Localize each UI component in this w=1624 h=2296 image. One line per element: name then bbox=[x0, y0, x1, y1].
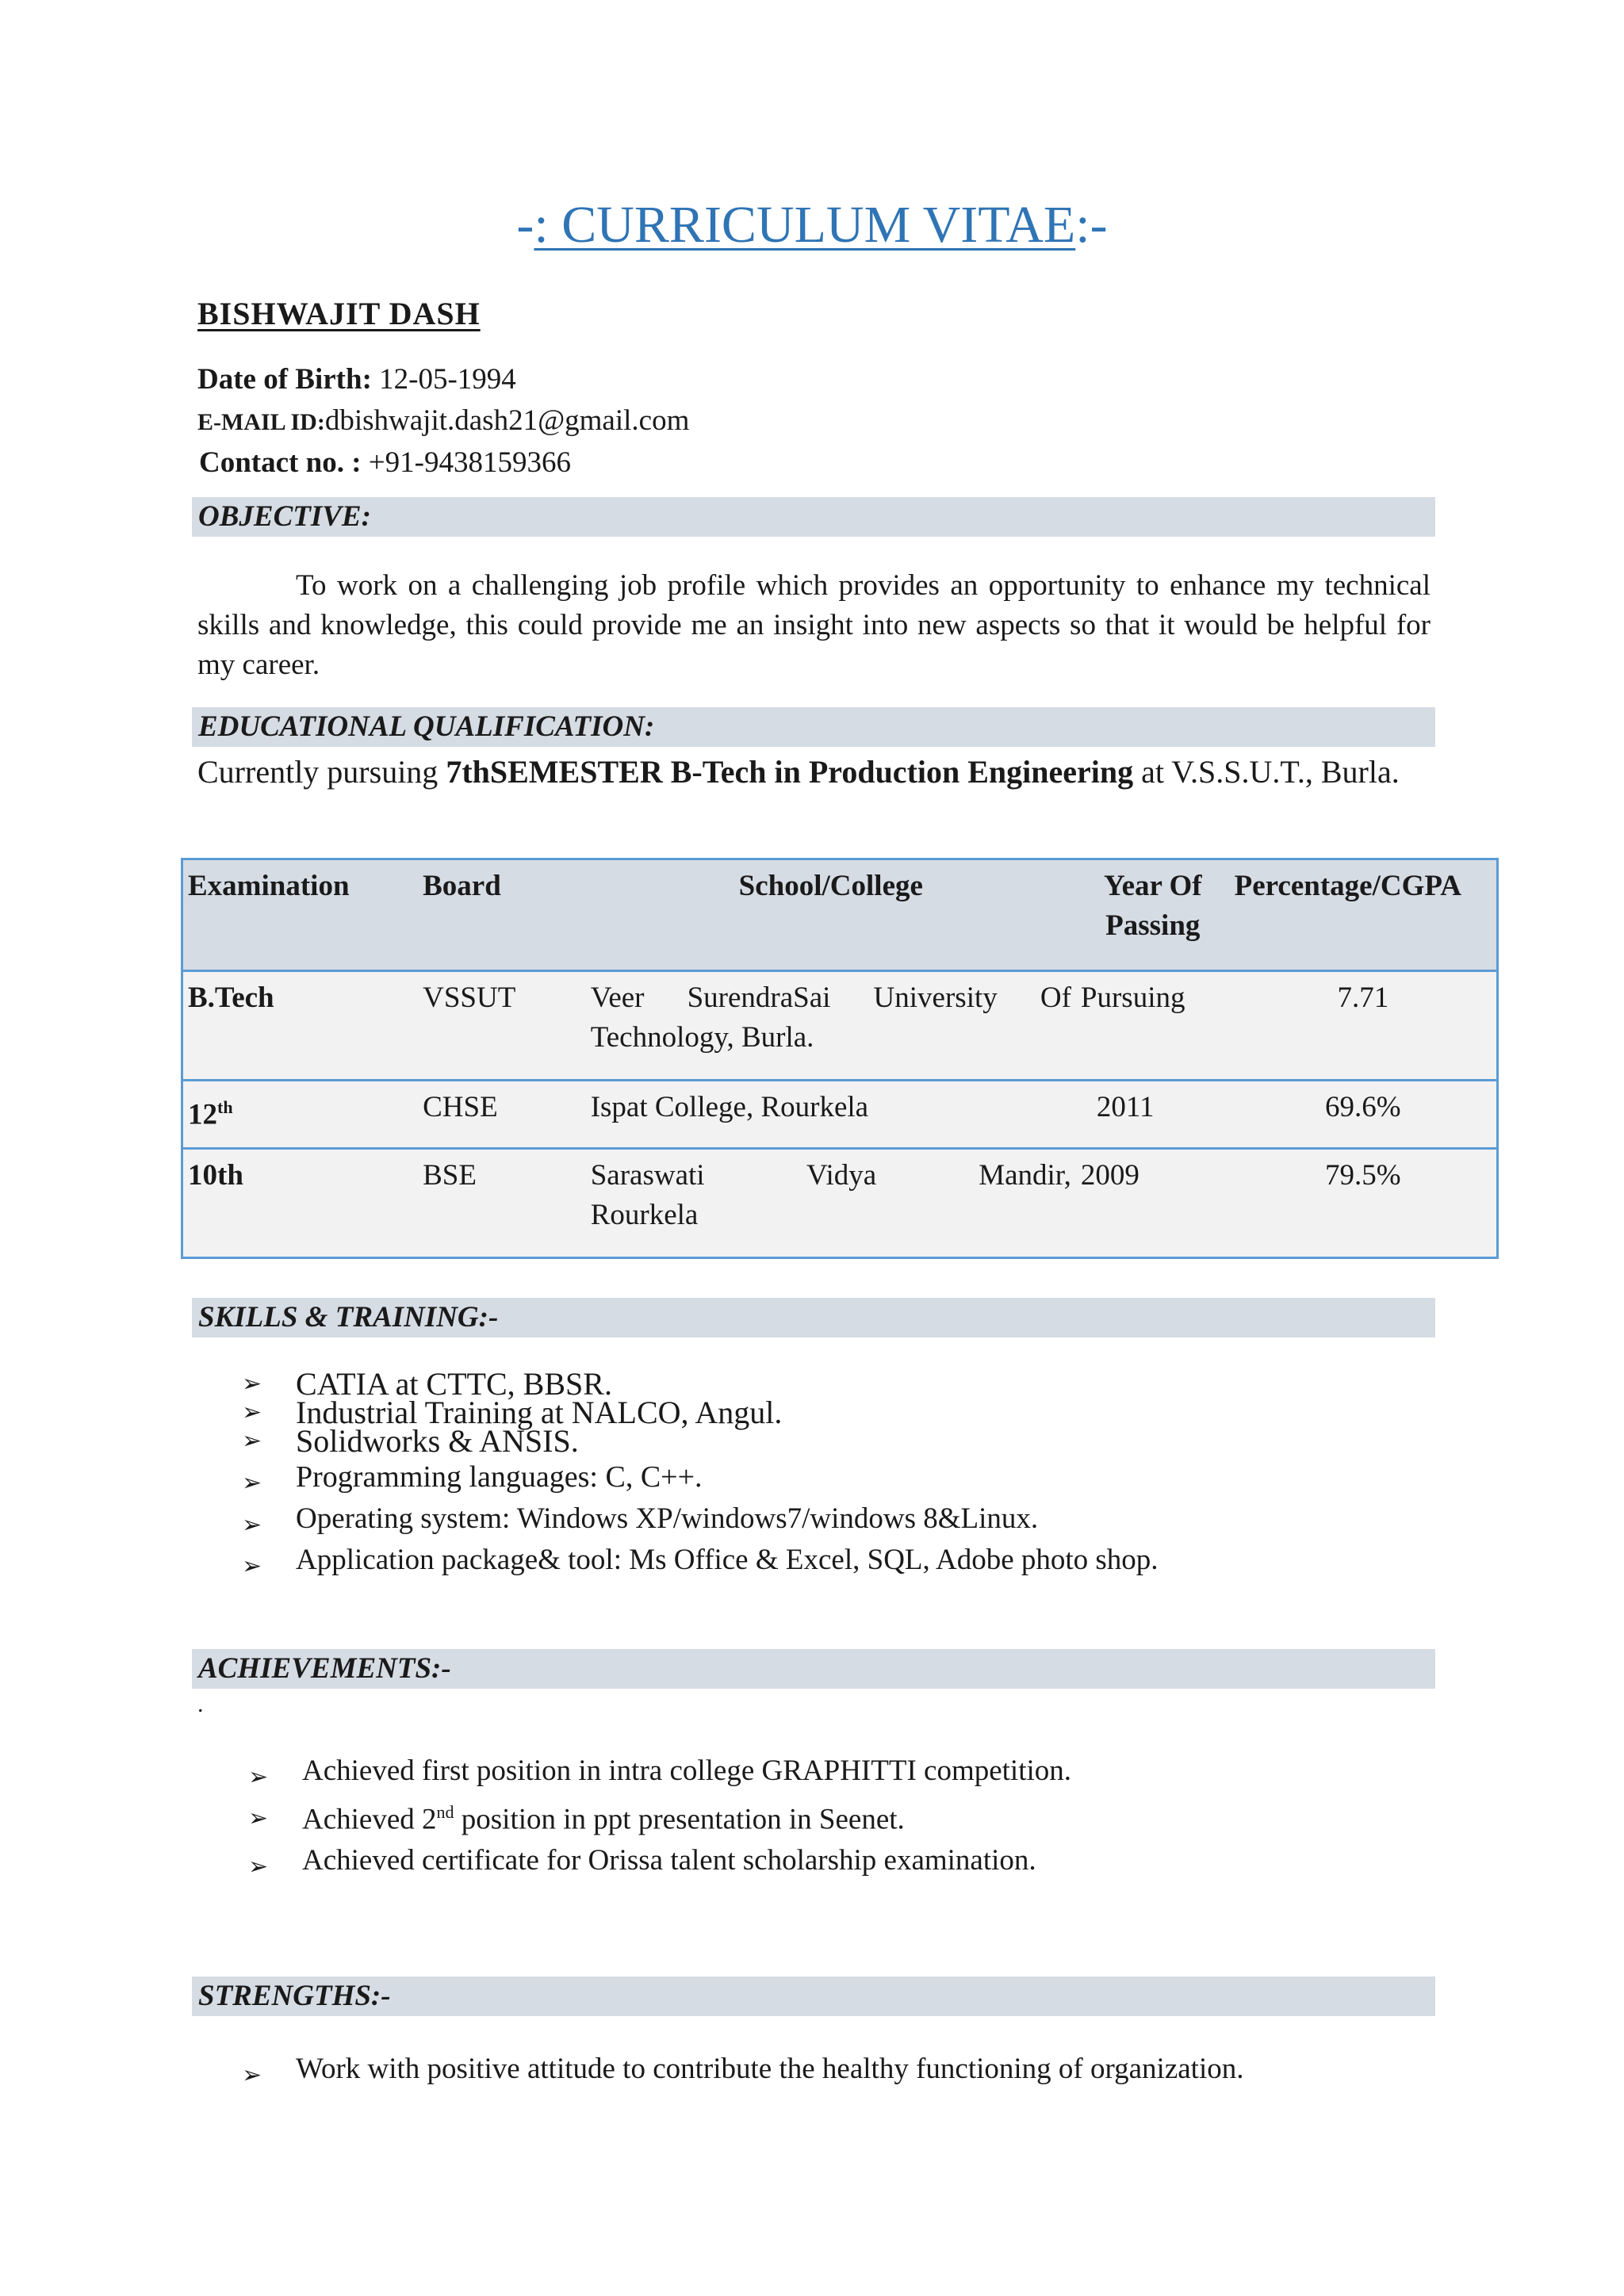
arrow-bullet-icon: ➢ bbox=[248, 1764, 269, 1790]
strengths-heading: STRENGTHS:- bbox=[198, 1980, 391, 2012]
table-row bbox=[182, 971, 1498, 1081]
email-line bbox=[197, 402, 689, 442]
cell-exam: 10th bbox=[182, 1149, 419, 1258]
achievements-heading-band bbox=[192, 1649, 1435, 1689]
education-summary bbox=[197, 750, 1419, 794]
cell-percentage: 79.5% bbox=[1230, 1149, 1498, 1258]
education-summary-pre: Currently pursuing bbox=[197, 754, 446, 790]
objective-heading: OBJECTIVE: bbox=[198, 500, 371, 533]
arrow-bullet-icon: ➢ bbox=[242, 1428, 262, 1454]
cell-percentage: 69.6% bbox=[1230, 1081, 1498, 1149]
list-item: ➢ Achieved first position in intra college GRAPHITTI competition. bbox=[248, 1751, 1071, 1792]
cell-school-line: Saraswati Vidya Mandir, bbox=[590, 1159, 1071, 1192]
arrow-bullet-icon: ➢ bbox=[242, 2062, 262, 2088]
arrow-bullet-icon: ➢ bbox=[242, 1371, 262, 1397]
contact-value: +91-9438159366 bbox=[361, 446, 571, 479]
cell-exam: B.Tech bbox=[182, 971, 419, 1081]
list-item: ➢ CATIA at CTTC, BBSR. bbox=[242, 1366, 612, 1402]
list-item: ➢ Industrial Training at NALCO, Angul. bbox=[242, 1395, 783, 1430]
exam-number: 12 bbox=[188, 1098, 217, 1131]
cell-year: Pursuing bbox=[1076, 971, 1230, 1081]
cell-board: CHSE bbox=[418, 1081, 586, 1149]
list-item: ➢ Work with positive attitude to contribute the healthy functioning of organization. bbox=[242, 2049, 1244, 2090]
cell-year: 2011 bbox=[1076, 1081, 1230, 1149]
qualification-table bbox=[181, 858, 1499, 1259]
column-header-board: Board bbox=[418, 859, 586, 971]
education-summary-course: 7thSEMESTER B-Tech in Production Engineering bbox=[446, 754, 1134, 790]
achievements-list bbox=[248, 1751, 1071, 1881]
list-item: ➢ Solidworks & ANSIS. bbox=[242, 1423, 579, 1459]
cell-school: Veer SurendraSai University Of Technology, Burla. bbox=[586, 971, 1076, 1081]
strengths-list bbox=[242, 2049, 1244, 2090]
achievements-heading: ACHIEVEMENTS:- bbox=[198, 1652, 451, 1685]
skills-heading: SKILLS & TRAINING:- bbox=[198, 1301, 499, 1334]
title-suffix: :- bbox=[1075, 196, 1108, 254]
objective-heading-band bbox=[192, 497, 1435, 537]
dob-label: Date of Birth: bbox=[197, 363, 372, 396]
cell-school bbox=[586, 1149, 1076, 1258]
cell-board: BSE bbox=[418, 1149, 586, 1258]
candidate-name: BISHWAJIT DASH bbox=[197, 296, 481, 331]
strengths-heading-band bbox=[192, 1976, 1435, 2016]
table-row bbox=[182, 1081, 1498, 1149]
education-heading-band bbox=[192, 707, 1435, 747]
email-value: dbishwajit.dash21@gmail.com bbox=[324, 404, 690, 437]
arrow-bullet-icon: ➢ bbox=[248, 1854, 269, 1881]
cell-percentage: 7.71 bbox=[1230, 971, 1498, 1081]
arrow-bullet-icon: ➢ bbox=[242, 1470, 262, 1496]
list-item: ➢ Achieved certificate for Orissa talent scholarship examination. bbox=[248, 1840, 1071, 1881]
column-header-school: School/College bbox=[586, 859, 1076, 971]
column-header-year: Year Of Passing bbox=[1076, 859, 1230, 971]
cell-school: Ispat College, Rourkela bbox=[586, 1081, 1076, 1149]
column-header-examination: Examination bbox=[182, 859, 419, 971]
list-item: ➢ Achieved 2nd position in ppt presentation in Seenet. bbox=[248, 1792, 1071, 1840]
contact-label: Contact no. : bbox=[199, 446, 362, 479]
list-item: ➢ Application package& tool: Ms Office & Excel, SQL, Adobe photo shop. bbox=[242, 1540, 1159, 1581]
cell-board: VSSUT bbox=[418, 971, 586, 1081]
title-main: : CURRICULUM VITAE bbox=[534, 196, 1076, 254]
dob-value: 12-05-1994 bbox=[371, 363, 516, 396]
cell-exam bbox=[182, 1081, 419, 1149]
arrow-bullet-icon: ➢ bbox=[242, 1399, 262, 1425]
list-item: ➢ Programming languages: C, C++. bbox=[242, 1456, 1159, 1498]
stray-dot: . bbox=[197, 1691, 204, 1717]
page-title bbox=[0, 193, 1624, 257]
email-label: E-MAIL ID: bbox=[197, 409, 325, 435]
list-item: ➢ Operating system: Windows XP/windows7/windows 8&Linux. bbox=[242, 1498, 1159, 1540]
dob-line bbox=[197, 361, 516, 399]
arrow-bullet-icon: ➢ bbox=[242, 1553, 262, 1579]
column-header-percentage: Percentage/CGPA bbox=[1230, 859, 1498, 971]
skills-list bbox=[242, 1366, 1159, 1581]
arrow-bullet-icon: ➢ bbox=[248, 1805, 269, 1831]
objective-text: To work on a challenging job profile which provides an opportunity to enhance my technical skills and knowledge, this could provide me an insight into new aspects so that it would be helpful for my career. bbox=[197, 569, 1431, 681]
table-header-row bbox=[182, 859, 1498, 971]
cell-school-line: Rourkela bbox=[590, 1199, 699, 1231]
table-row bbox=[182, 1149, 1498, 1258]
education-summary-post: at V.S.S.U.T., Burla. bbox=[1133, 754, 1400, 790]
exam-suffix: th bbox=[217, 1097, 233, 1117]
title-prefix: - bbox=[516, 196, 534, 254]
contact-line bbox=[199, 444, 571, 482]
education-heading: EDUCATIONAL QUALIFICATION: bbox=[198, 710, 655, 743]
skills-heading-band bbox=[192, 1298, 1435, 1337]
arrow-bullet-icon: ➢ bbox=[242, 1512, 262, 1538]
cell-year: 2009 bbox=[1076, 1149, 1230, 1258]
